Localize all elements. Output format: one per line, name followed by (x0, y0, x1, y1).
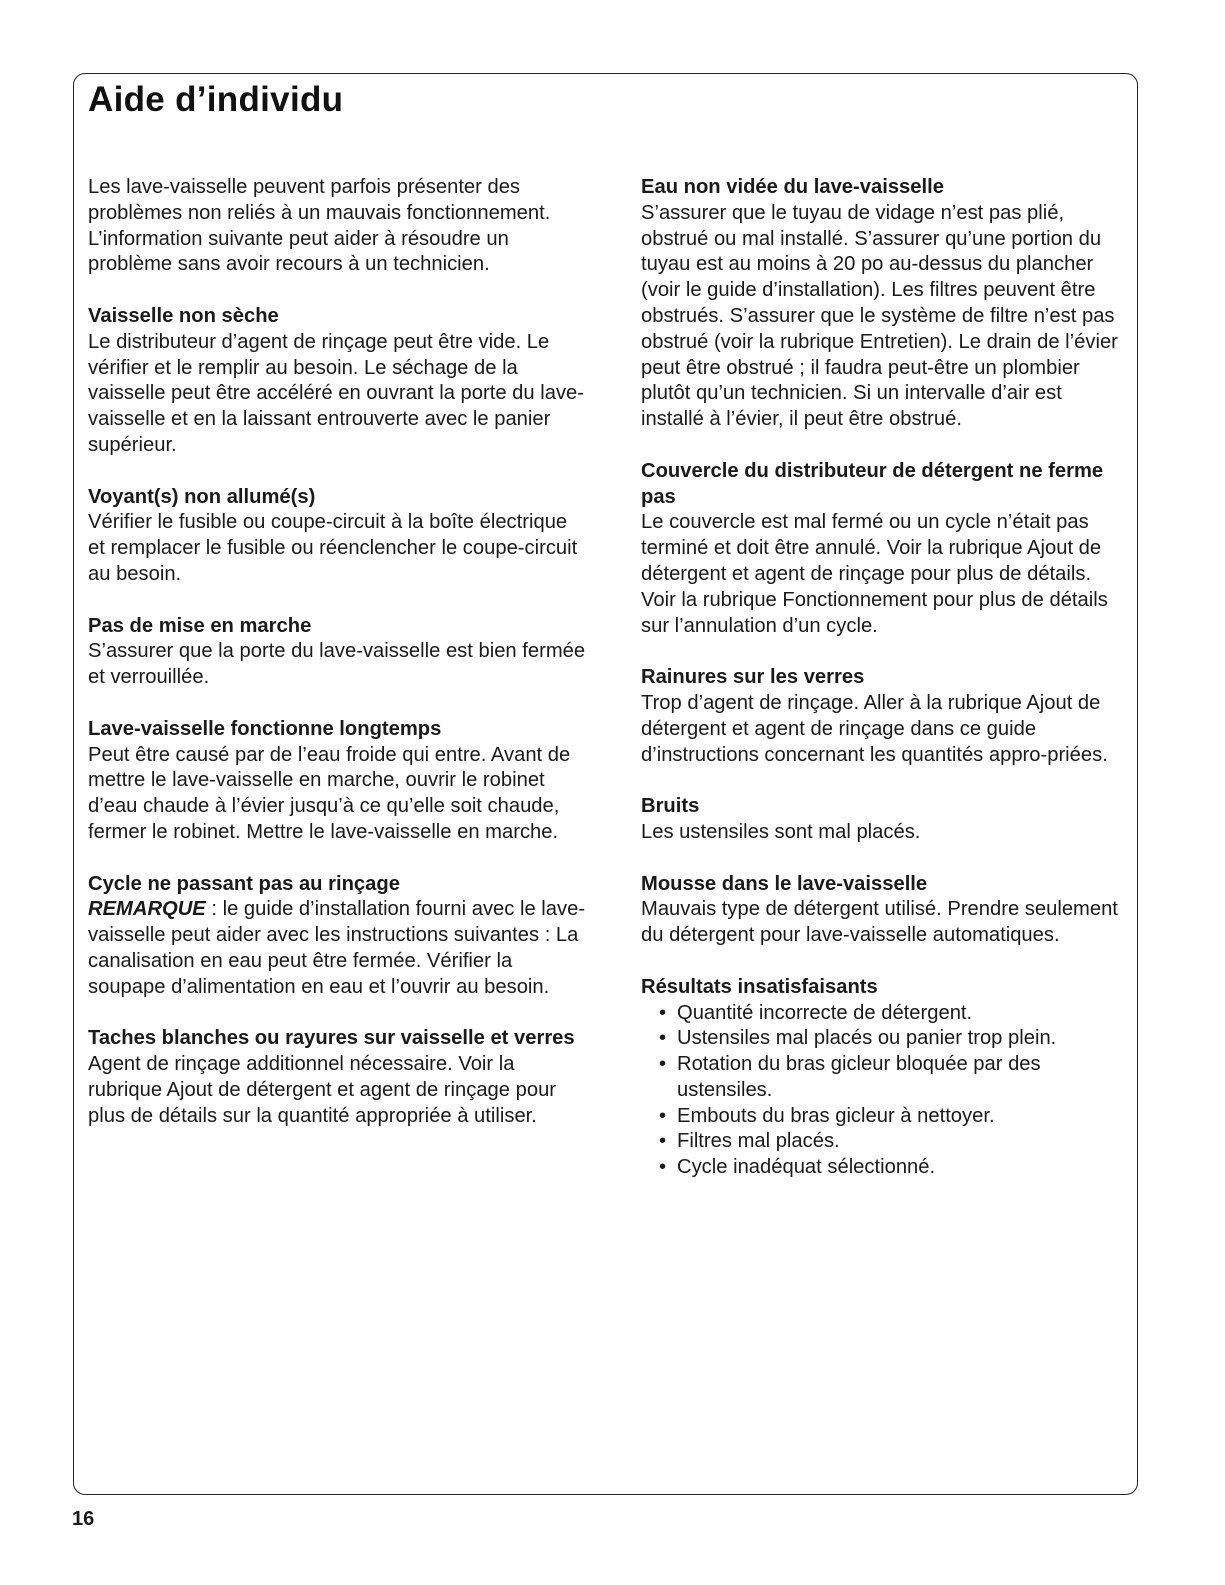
note-text: : le guide d’installation fourni avec le lave-vaisselle peut aider avec les instructions suivantes : La canalisation en eau peut être fermée. Vérifier la soupape d’alimentation en eau et l’ouvrir au besoin. (88, 898, 586, 998)
section-vaisselle-non-seche (88, 304, 588, 459)
right-column (641, 175, 1121, 1207)
section-bruits (641, 794, 1121, 846)
list-item-text: Cycle inadéquat sélectionné. (677, 1156, 936, 1179)
section-text: Mauvais type de détergent utilisé. Prendre seulement du détergent pour lave-vaisselle automatiques. (641, 898, 1118, 947)
section-text: Les ustensiles sont mal placés. (641, 820, 921, 843)
section-text: S’assurer que le tuyau de vidage n’est pas plié, obstrué ou mal installé. S’assurer qu’une portion du tuyau est au moins à 20 po au-dessus du plancher (voir le guide d’installation). Les filtres peuvent être obstrués. S’assurer que le système de filtre n’est pas obstrué (voir la rubrique Entretien). Le drain de l’évier peut être obstrué ; il faudra peut-être un plombier plutôt qu’un technicien. Si un intervalle d’air est installé à l’évier, il peut être obstrué. (641, 201, 1118, 431)
bullet-icon: • (659, 1156, 667, 1179)
section-pas-de-mise-en-marche (88, 614, 588, 691)
list-item-text: Quantité incorrecte de détergent. (677, 1001, 973, 1024)
list-item-text: Filtres mal placés. (677, 1130, 840, 1153)
list-item (659, 1026, 1121, 1052)
section-heading: Vaisselle non sèche (88, 304, 279, 327)
section-heading: Taches blanches ou rayures sur vaisselle et verres (88, 1027, 575, 1050)
section-voyants-non-allumes (88, 485, 588, 588)
list-item (659, 1052, 1121, 1104)
section-couvercle-distributeur (641, 459, 1121, 640)
intro-paragraph: Les lave-vaisselle peuvent parfois présenter des problèmes non reliés à un mauvais fonctionnement. L’information suivante peut aider à résoudre un problème sans avoir recours à un technicien. (88, 176, 551, 276)
bullet-icon: • (659, 1001, 667, 1024)
section-heading: Bruits (641, 795, 700, 818)
section-text: Agent de rinçage additionnel nécessaire. Voir la rubrique Ajout de détergent et agent de rinçage pour plus de détails sur la quantité appropriée à utiliser. (88, 1053, 557, 1127)
list-item (659, 1001, 1121, 1027)
section-rainures-verres (641, 665, 1121, 768)
section-heading: Résultats insatisfaisants (641, 975, 878, 998)
bullet-icon: • (659, 1104, 667, 1127)
list-item-text: Rotation du bras gicleur bloquée par des ustensiles. (677, 1053, 1041, 1101)
section-taches-blanches (88, 1026, 588, 1129)
list-item (659, 1155, 1121, 1181)
page-number: 16 (72, 1508, 95, 1530)
list-item-text: Embouts du bras gicleur à nettoyer. (677, 1104, 995, 1127)
bullet-list (641, 1001, 1121, 1182)
bullet-icon: • (659, 1130, 667, 1153)
section-fonctionne-longtemps (88, 717, 588, 846)
section-heading: Couvercle du distributeur de détergent ne ferme pas (641, 459, 1104, 508)
section-text: Le couvercle est mal fermé ou un cycle n’était pas terminé et doit être annulé. Voir la rubrique Ajout de détergent et agent de rinçage pour plus de détails. Voir la rubrique Fonctionnement pour plus de détails sur l’annulation d’un cycle. (641, 511, 1108, 637)
section-text (88, 897, 588, 1000)
bullet-icon: • (659, 1053, 667, 1076)
section-heading: Cycle ne passant pas au rinçage (88, 872, 400, 895)
list-item-text: Ustensiles mal placés ou panier trop plein. (677, 1027, 1057, 1050)
bullet-icon: • (659, 1027, 667, 1050)
section-heading: Voyant(s) non allumé(s) (88, 485, 316, 508)
section-heading: Lave-vaisselle fonctionne longtemps (88, 717, 442, 740)
section-heading: Eau non vidée du lave-vaisselle (641, 176, 944, 198)
list-item (659, 1104, 1121, 1130)
section-eau-non-videe (641, 175, 1121, 433)
section-cycle-rincage (88, 872, 588, 1001)
left-column (88, 175, 588, 1155)
section-mousse (641, 872, 1121, 949)
section-resultats-insatisfaisants (641, 975, 1121, 1181)
section-text: Le distributeur d’agent de rinçage peut être vide. Le vérifier et le remplir au besoin. Le séchage de la vaisselle peut être accéléré en ouvrant la porte du lave-vaisselle et en la laissant entrouverte avec le panier supérieur. (88, 330, 585, 456)
list-item (659, 1129, 1121, 1155)
note-label: REMARQUE (88, 898, 206, 921)
section-heading: Pas de mise en marche (88, 614, 312, 637)
section-heading: Mousse dans le lave-vaisselle (641, 872, 928, 895)
page-title: Aide d’individu (88, 80, 344, 119)
section-text: Vérifier le fusible ou coupe-circuit à la boîte électrique et remplacer le fusible ou réenclencher le coupe-circuit au besoin. (88, 511, 578, 585)
section-text: Trop d’agent de rinçage. Aller à la rubrique Ajout de détergent et agent de rinçage dans ce guide d’instructions concernant les quantités appro-priées. (641, 691, 1108, 766)
section-heading: Rainures sur les verres (641, 666, 865, 689)
section-text: S’assurer que la porte du lave-vaisselle est bien fermée et verrouillée. (88, 640, 586, 689)
section-text: Peut être causé par de l’eau froide qui entre. Avant de mettre le lave-vaisselle en marche, ouvrir le robinet d’eau chaude à l’évier jusqu’à ce qu’elle soit chaude, fermer le robinet. Mettre le lave-vaisselle en marche. (88, 743, 571, 843)
